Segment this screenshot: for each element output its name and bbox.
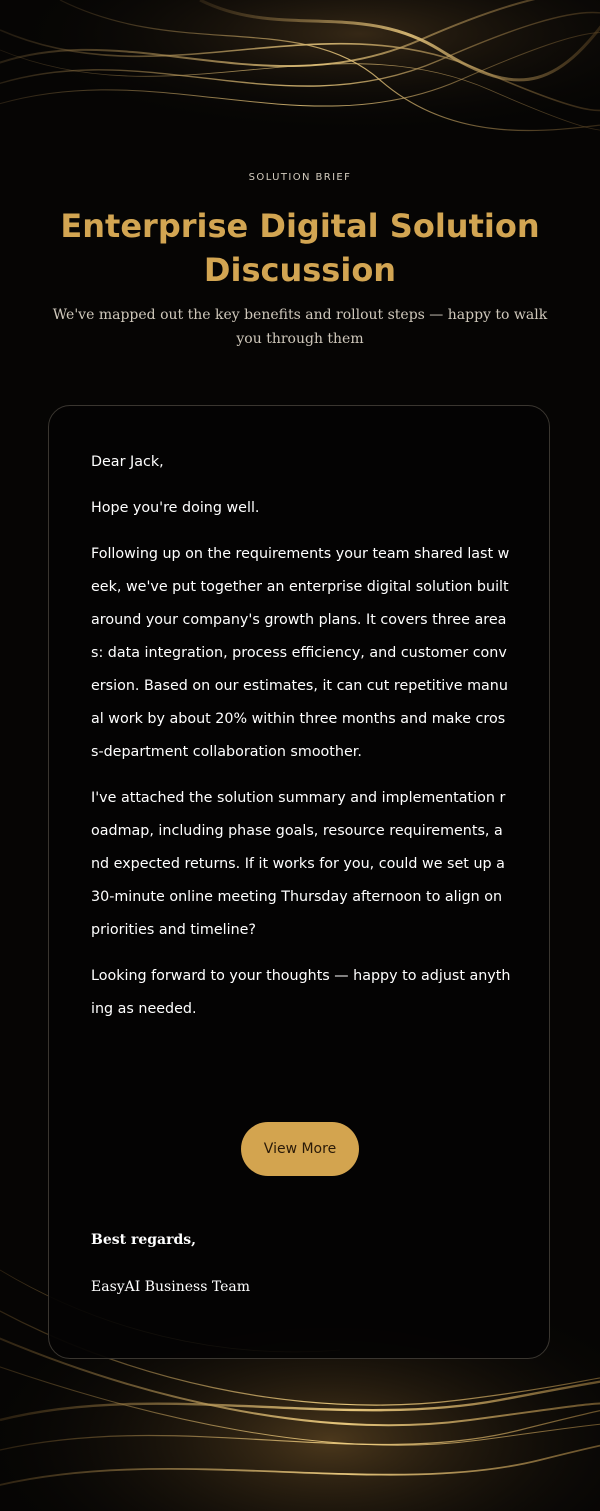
email-title: Enterprise Digital Solution Discussion: [60, 207, 540, 289]
email-subtitle: We've mapped out the key benefits and rollout steps — happy to walk you through them: [52, 307, 548, 347]
eyebrow-label: SOLUTION BRIEF: [248, 172, 352, 183]
body-paragraph-1: Following up on the requirements your team shared last week, we've put together an enterprise digital solution built around your company's growth plans. It covers three areas: data integration, process efficiency, and customer conversion. Based on our estimates, it can cut repetitive manual work by about 20% within three months and make cross-department collaboration smoother.: [91, 546, 510, 760]
signature: EasyAI Business Team: [91, 1279, 250, 1295]
body-paragraph-3: Looking forward to your thoughts — happy to adjust anything as needed.: [91, 968, 511, 1017]
letter-card: [48, 405, 550, 1359]
opening-line: Hope you're doing well.: [91, 500, 260, 516]
letter-body: [91, 446, 511, 1039]
body-paragraph-2: I've attached the solution summary and implementation roadmap, including phase goals, resource requirements, and expected returns. If it works for you, could we set up a 30-minute online meeting Thursday afternoon to align on priorities and timeline?: [91, 790, 506, 938]
signoff: Best regards,: [91, 1232, 197, 1248]
greeting: Dear Jack,: [91, 454, 164, 470]
view-more-button[interactable]: View More: [241, 1122, 359, 1176]
